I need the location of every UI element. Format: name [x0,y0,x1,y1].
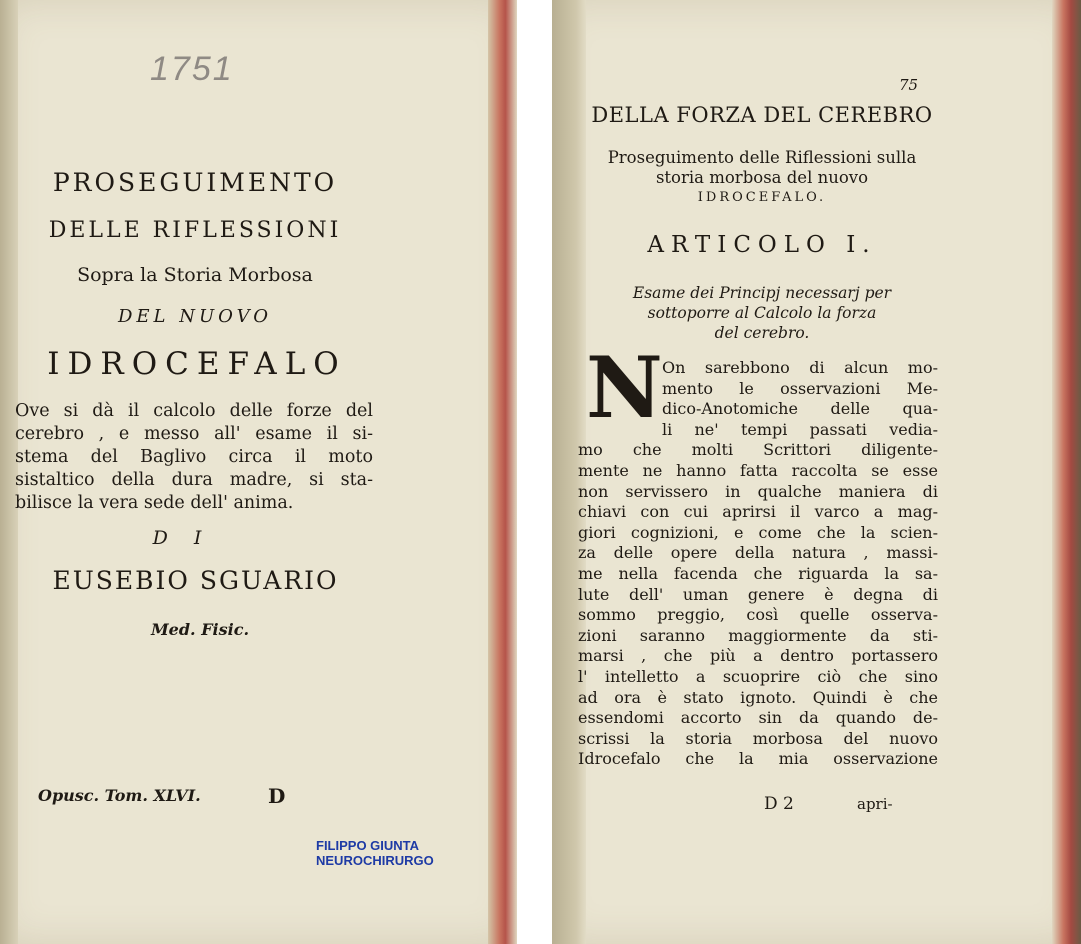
description-line: sistaltico della dura madre, si sta- [15,470,373,490]
handwritten-year-note: 1751 [150,50,234,88]
title-proseguimento: PROSEGUIMENTO [52,168,338,197]
body-line: mento le osservazioni Me- [662,378,938,398]
drop-cap: N [586,338,663,437]
page-number: 75 [899,76,919,94]
body-line: essendomi accorto sin da quando de- [578,708,938,728]
title-description [15,400,373,515]
article-subtitle [582,283,942,343]
article-subtitle-line: del cerebro. [714,324,810,342]
article-heading: ARTICOLO I. [647,232,877,258]
body-line: ad ora è stato ignoto. Quindi è che [578,687,938,707]
description-line: Ove si dà il calcolo delle forze del [15,401,373,421]
stamp-line-2: NEUROCHIRURGO [316,853,434,868]
body-line: chiavi con cui aprirsi il varco a mag- [578,502,938,522]
body-line: me nella facenda che riguarda la sa- [578,563,938,583]
body-line: dico-Anotomiche delle qua- [662,399,938,419]
stamp-line-1: FILIPPO GIUNTA [316,838,420,853]
body-line: non servissero in qualche maniera di [578,481,938,501]
body-line: marsi , che più a dentro portassero [578,646,938,666]
body-line: giori cognizioni, e come che la scien- [578,522,938,542]
running-title: DELLA FORZA DEL CEREBRO [591,103,933,127]
left-page-red-edge [488,0,517,944]
title-author-credential: Med. Fisic. [150,620,250,639]
footer-volume-reference: Opusc. Tom. XLVI. [38,786,201,805]
body-line: mo che molti Scrittori diligente- [578,440,938,460]
body-line: lute dell' uman genere è degna di [578,584,938,604]
body-line: Idrocefalo che la mia osservazione [578,749,938,769]
right-page [552,0,1081,944]
library-stamp [316,838,434,868]
body-line: li ne' tempi passati vedia- [662,419,938,439]
subtitle-line-3: IDROCEFALO. [697,190,827,205]
title-del-nuovo: DEL NUOVO [117,306,273,327]
left-page [0,0,517,944]
footer-signature-mark: D [268,784,286,808]
right-page-red-edge [1052,0,1081,944]
body-line: zioni saranno maggiormente da sti- [578,625,938,645]
body-text [578,358,938,770]
title-author: EUSEBIO SGUARIO [52,566,339,595]
title-idrocefalo: IDROCEFALO [47,346,347,382]
description-line: stema del Baglivo circa il moto [15,447,373,467]
body-line: scrissi la storia morbosa del nuovo [578,728,938,748]
title-sopra-la-storia: Sopra la Storia Morbosa [77,264,313,286]
body-line: mente ne hanno fatta raccolta se esse [578,460,938,480]
description-line: cerebro , e messo all' esame il si- [15,424,373,444]
article-subtitle-line: sottoporre al Calcolo la forza [647,304,877,322]
footer-catchword: apri- [857,795,893,813]
title-delle-riflessioni: DELLE RIFLESSIONI [48,218,342,243]
subtitle-line-2: storia morbosa del nuovo [655,168,869,187]
chapter-subtitle [582,148,942,208]
footer-signature-mark: D 2 [764,794,794,814]
description-line: bilisce la vera sede dell' anima. [15,493,294,513]
body-line: za delle opere della natura , massi- [578,543,938,563]
article-subtitle-line: Esame dei Principj necessarj per [632,284,892,302]
title-by: DI [152,527,228,549]
subtitle-line-1: Proseguimento delle Riflessioni sulla [607,148,917,167]
body-line: l' intelletto a scuoprire ciò che sino [578,666,938,686]
body-line: sommo preggio, così quelle osserva- [578,605,938,625]
body-line: On sarebbono di alcun mo- [662,358,938,377]
